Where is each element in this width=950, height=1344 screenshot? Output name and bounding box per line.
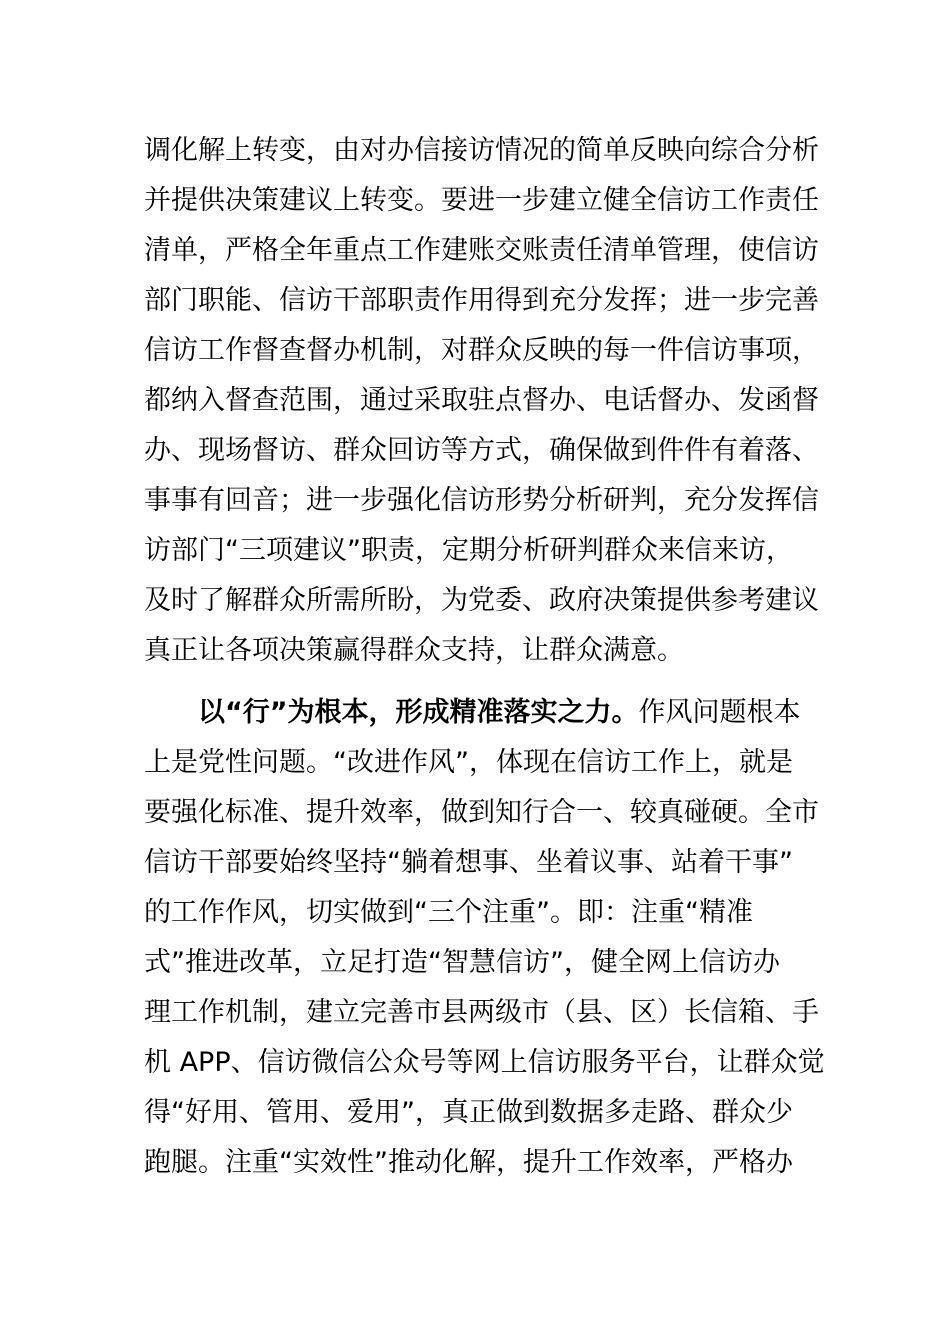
- paragraph-line: 得“好用、管用、爱用”，真正做到数据多走路、群众少: [144, 1097, 793, 1128]
- paragraph-first-line-text: 作风问题根本: [638, 697, 801, 728]
- paragraph-line: 及时了解群众所需所盼，为党委、政府决策提供参考建议: [144, 585, 819, 616]
- paragraph-line: 部门职能、信访干部职责作用得到充分发挥；进一步完善: [144, 285, 819, 316]
- paragraph-line: 上是党性问题。“改进作风”，体现在信访工作上，就是: [144, 747, 793, 778]
- paragraph-line: 并提供决策建议上转变。要进一步建立健全信访工作责任: [144, 185, 819, 216]
- paragraph-line: 信访干部要始终坚持“躺着想事、坐着议事、站着干事”: [144, 847, 793, 878]
- paragraph-line: 要强化标准、提升效率，做到知行合一、较真碰硬。全市: [144, 797, 819, 828]
- paragraph-line: 访部门“三项建议”职责，定期分析研判群众来信来访，: [144, 535, 793, 566]
- paragraph-line: 式”推进改革，立足打造“智慧信访”，健全网上信访办: [144, 947, 780, 978]
- paragraph-first-line: [198, 688, 801, 738]
- paragraph-line: 的工作作风，切实做到“三个注重”。即：注重“精准: [144, 897, 753, 928]
- paragraph-line: 清单，严格全年重点工作建账交账责任清单管理，使信访: [144, 235, 819, 266]
- paragraph-line: 跑腿。注重“实效性”推动化解，提升工作效率，严格办: [144, 1147, 793, 1178]
- paragraph-line: 调化解上转变，由对办信接访情况的简单反映向综合分析: [144, 135, 819, 166]
- paragraph-line: 机 APP、信访微信公众号等网上信访服务平台，让群众觉: [144, 1047, 825, 1078]
- paragraph-line: 理工作机制，建立完善市县两级市（县、区）长信箱、手: [144, 997, 819, 1028]
- paragraph-heading: 以“行”为根本，形成精准落实之力。: [198, 697, 639, 728]
- paragraph-line: 办、现场督访、群众回访等方式，确保做到件件有着落、: [144, 435, 819, 466]
- paragraph-line: 都纳入督查范围，通过采取驻点督办、电话督办、发函督: [144, 385, 819, 416]
- paragraph-line: 信访工作督查督办机制，对群众反映的每一件信访事项，: [144, 335, 819, 366]
- paragraph-line: 真正让各项决策赢得群众支持，让群众满意。: [144, 635, 684, 666]
- paragraph-line: 事事有回音；进一步强化信访形势分析研判，充分发挥信: [144, 485, 819, 516]
